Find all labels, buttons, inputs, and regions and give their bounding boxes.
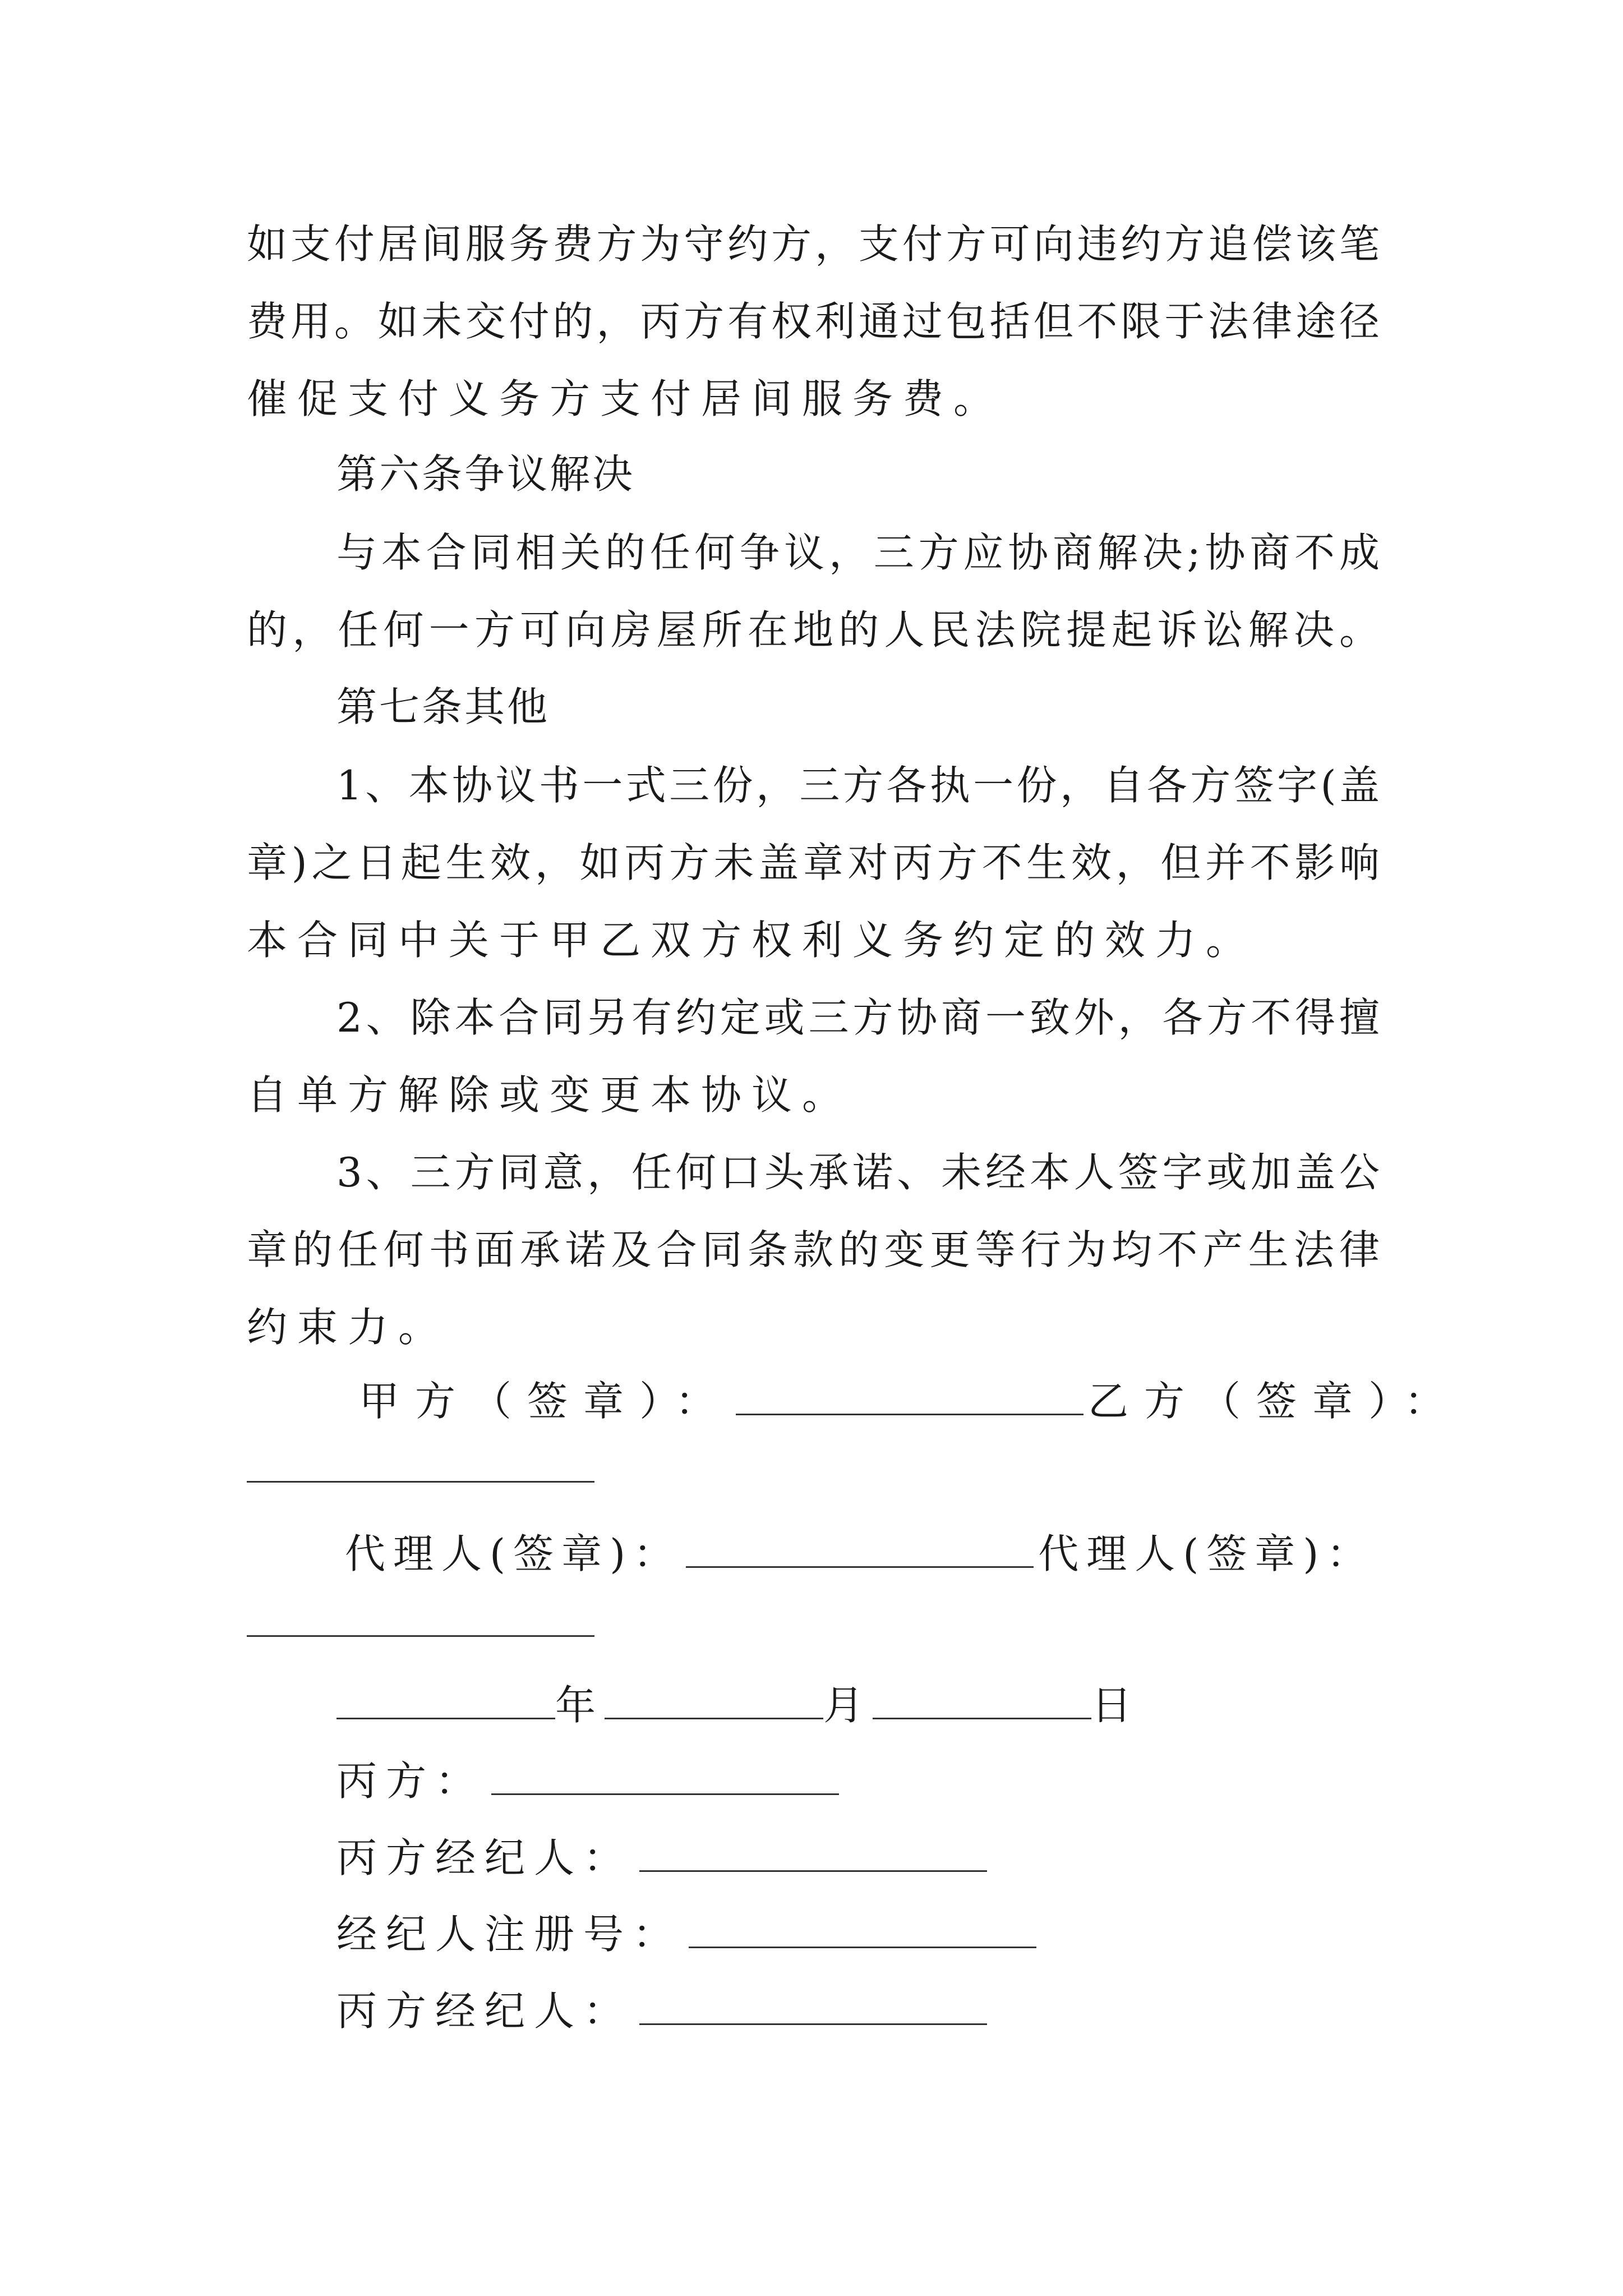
paragraph-line: 自单方解除或变更本协议。 [247, 1071, 853, 1119]
article-7-title: 第七条其他 [336, 683, 550, 730]
party-c-row [336, 1753, 1122, 1809]
broker-reg-label: 经纪人注册号： [336, 1911, 683, 1958]
agent-a-label: 代理人(签章)： [345, 1530, 682, 1577]
year-blank[interactable] [336, 1682, 555, 1719]
party-b-label: 乙方（签章）： [1088, 1378, 1461, 1425]
paragraph-line: 章的任何书面承诺及合同条款的变更等行为均不产生法律 [247, 1226, 1380, 1273]
paragraph-line: 3、三方同意，任何口头承诺、未经本人签字或加盖公 [336, 1149, 1380, 1196]
party-c-broker-blank-2[interactable] [639, 1987, 987, 2025]
paragraph-line: 本合同中关于甲乙双方权利义务约定的效力。 [247, 917, 1257, 964]
month-blank[interactable] [605, 1682, 823, 1719]
party-c-broker-label-2: 丙方经纪人： [336, 1987, 633, 2035]
broker-reg-blank[interactable] [689, 1911, 1036, 1948]
party-c-blank[interactable] [491, 1757, 839, 1795]
party-a-label: 甲方（签章）： [359, 1378, 732, 1425]
month-label: 月 [823, 1682, 873, 1729]
date-row [336, 1677, 1141, 1733]
paragraph-line: 章)之日起生效，如丙方未盖章对丙方不生效，但并不影响 [247, 839, 1380, 886]
paragraph-line: 1、本协议书一式三份，三方各执一份，自各方签字(盖 [336, 762, 1380, 809]
paragraph-line: 与本合同相关的任何争议，三方应协商解决;协商不成 [336, 529, 1380, 576]
party-c-label: 丙方： [336, 1757, 485, 1805]
party-c-broker-row [336, 1830, 1122, 1886]
party-a-signature-blank[interactable] [736, 1378, 1083, 1415]
broker-reg-row [336, 1906, 1122, 1962]
day-blank[interactable] [873, 1682, 1091, 1719]
paragraph-line: 的，任何一方可向房屋所在地的人民法院提起诉讼解决。 [247, 606, 1380, 654]
article-6-title: 第六条争议解决 [336, 450, 635, 498]
day-label: 日 [1091, 1682, 1141, 1729]
agent-b-signature-blank[interactable] [247, 1635, 594, 1637]
year-label: 年 [555, 1682, 605, 1729]
paragraph-line: 2、除本合同另有约定或三方协商一致外，各方不得擅 [336, 994, 1380, 1041]
paragraph-line: 催促支付义务方支付居间服务费。 [247, 375, 1004, 422]
signature-row-agents [345, 1526, 1385, 1582]
party-c-broker-label: 丙方经纪人： [336, 1834, 633, 1881]
party-b-signature-blank[interactable] [247, 1481, 594, 1483]
agent-a-signature-blank[interactable] [686, 1530, 1034, 1568]
party-c-broker-row-2 [336, 1983, 1122, 2039]
party-c-broker-blank[interactable] [639, 1834, 987, 1872]
agent-b-label: 代理人(签章)： [1038, 1530, 1375, 1577]
paragraph-line: 费用。如未交付的，丙方有权利通过包括但不限于法律途径 [247, 298, 1380, 345]
paragraph-line: 约束力。 [247, 1304, 449, 1351]
signature-row-parties [359, 1373, 1461, 1429]
paragraph-line: 如支付居间服务费方为守约方，支付方可向违约方追偿该笔 [247, 220, 1380, 268]
